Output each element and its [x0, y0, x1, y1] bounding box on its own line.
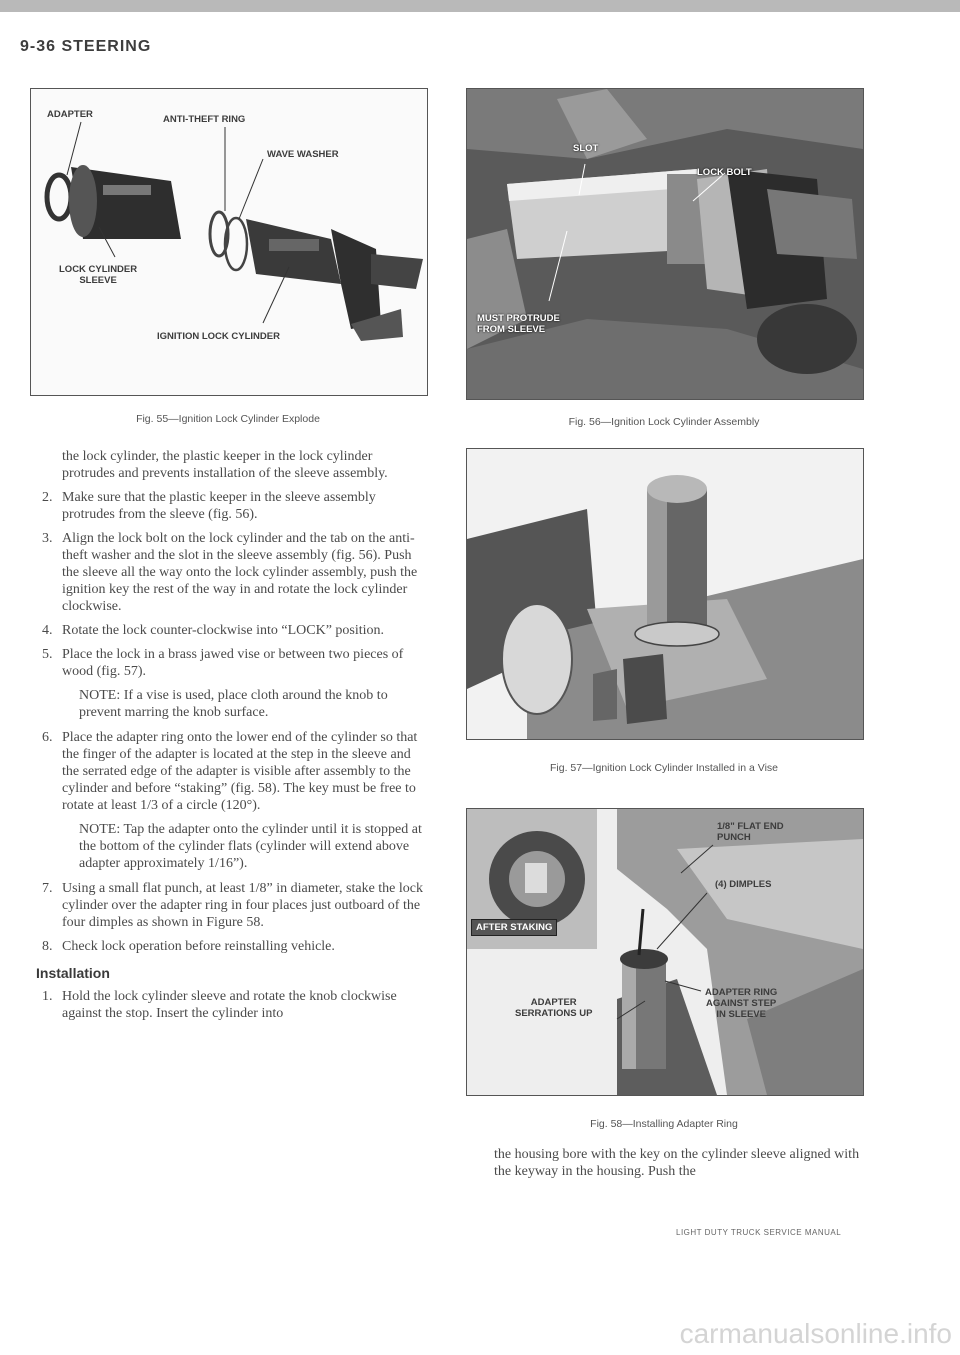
right-text-continued: the housing bore with the key on the cylinder sleeve aligned with the keyway in the housing. Push the: [494, 1147, 860, 1179]
cylinder-in-vise-photo: [467, 449, 863, 739]
label-lock-bolt: LOCK BOLT: [697, 167, 752, 178]
lock-cylinder-assembly-photo: [467, 89, 863, 399]
page-header: 9-36 STEERING: [20, 38, 152, 55]
note-vise: NOTE: If a vise is used, place cloth around the knob to prevent marring the knob surface.: [79, 688, 388, 720]
fig58-caption: Fig. 58—Installing Adapter Ring: [590, 1118, 738, 1130]
step-2: 2. Make sure that the plastic keeper in the sleeve assembly protrudes from the sleeve (fig. 56).: [42, 490, 376, 522]
label-must-protrude: MUST PROTRUDE FROM SLEEVE: [477, 313, 560, 335]
fig57-photo: [466, 448, 864, 740]
note-tap-adapter: NOTE: Tap the adapter onto the cylinder until it is stopped at the bottom of the cylinder flats (cylinder will extend above adapter approximately 1/16”).: [79, 822, 422, 871]
left-text-column: [36, 448, 428, 1029]
fig56-caption: Fig. 56—Ignition Lock Cylinder Assembly: [568, 416, 760, 428]
label-four-dimples: (4) DIMPLES: [715, 879, 772, 890]
fig56-photo: [466, 88, 864, 400]
fig55-caption: Fig. 55—Ignition Lock Cylinder Explode: [136, 413, 320, 425]
step-8: 8. Check lock operation before reinstalling vehicle.: [42, 939, 335, 954]
label-lock-cylinder-sleeve: LOCK CYLINDER SLEEVE: [59, 264, 138, 286]
label-adapter-ring: ADAPTER RING AGAINST STEP IN SLEEVE: [705, 987, 778, 1020]
label-wave-washer: WAVE WASHER: [267, 149, 339, 160]
step-3: 3. Align the lock bolt on the lock cylinder and the tab on the anti-theft washer and the slot in the sleeve assembly (fig. 56). Push the sleeve all the way onto the lock cylinder assembly, push the ignition key the rest of the way in and rotate the lock cylinder clockwise.: [42, 531, 418, 614]
step-7: 7. Using a small flat punch, at least 1/8” in diameter, stake the lock cylinder over the adapter ring in four places just outboard of the four dimples as shown in Figure 58.: [42, 881, 423, 930]
fig55-illustration: [30, 88, 428, 396]
watermark: carmanualsonline.info: [679, 1318, 952, 1349]
section-installation: Installation: [36, 965, 110, 981]
label-after-staking: AFTER STAKING: [471, 919, 557, 936]
intro-continued: the lock cylinder, the plastic keeper in the lock cylinder protrudes and prevents installation of the sleeve assembly.: [62, 449, 388, 481]
fig58-photo: [466, 808, 864, 1096]
label-anti-theft-ring: ANTI-THEFT RING: [163, 114, 246, 125]
step-6: 6. Place the adapter ring onto the lower end of the cylinder so that the finger of the adapter is located at the step in the sleeve and the serrated edge of the adapter is visible after assembly to the cylinder and before “staking” (fig. 58). The key must be free to rotate at least 1/3 of a circle (120°).: [42, 730, 418, 813]
step-4: 4. Rotate the lock counter-clockwise into “LOCK” position.: [42, 623, 385, 638]
label-flat-end-punch: 1/8" FLAT END PUNCH: [717, 821, 784, 843]
top-scan-border: [0, 0, 960, 12]
label-slot: SLOT: [573, 143, 599, 154]
footer-manual-title: LIGHT DUTY TRUCK SERVICE MANUAL: [676, 1228, 842, 1237]
install-step-1: 1. Hold the lock cylinder sleeve and rotate the knob clockwise against the stop. Insert the cylinder into: [42, 989, 397, 1021]
label-ignition-lock-cylinder: IGNITION LOCK CYLINDER: [157, 331, 280, 342]
label-adapter: ADAPTER: [47, 109, 93, 120]
installing-adapter-ring-photo: [467, 809, 863, 1095]
step-5: 5. Place the lock in a brass jawed vise or between two pieces of wood (fig. 57).: [42, 647, 404, 679]
label-adapter-serrations: ADAPTER SERRATIONS UP: [515, 997, 593, 1019]
fig57-caption: Fig. 57—Ignition Lock Cylinder Installed in a Vise: [549, 762, 778, 774]
lock-cylinder-explode-drawing: [31, 89, 427, 395]
